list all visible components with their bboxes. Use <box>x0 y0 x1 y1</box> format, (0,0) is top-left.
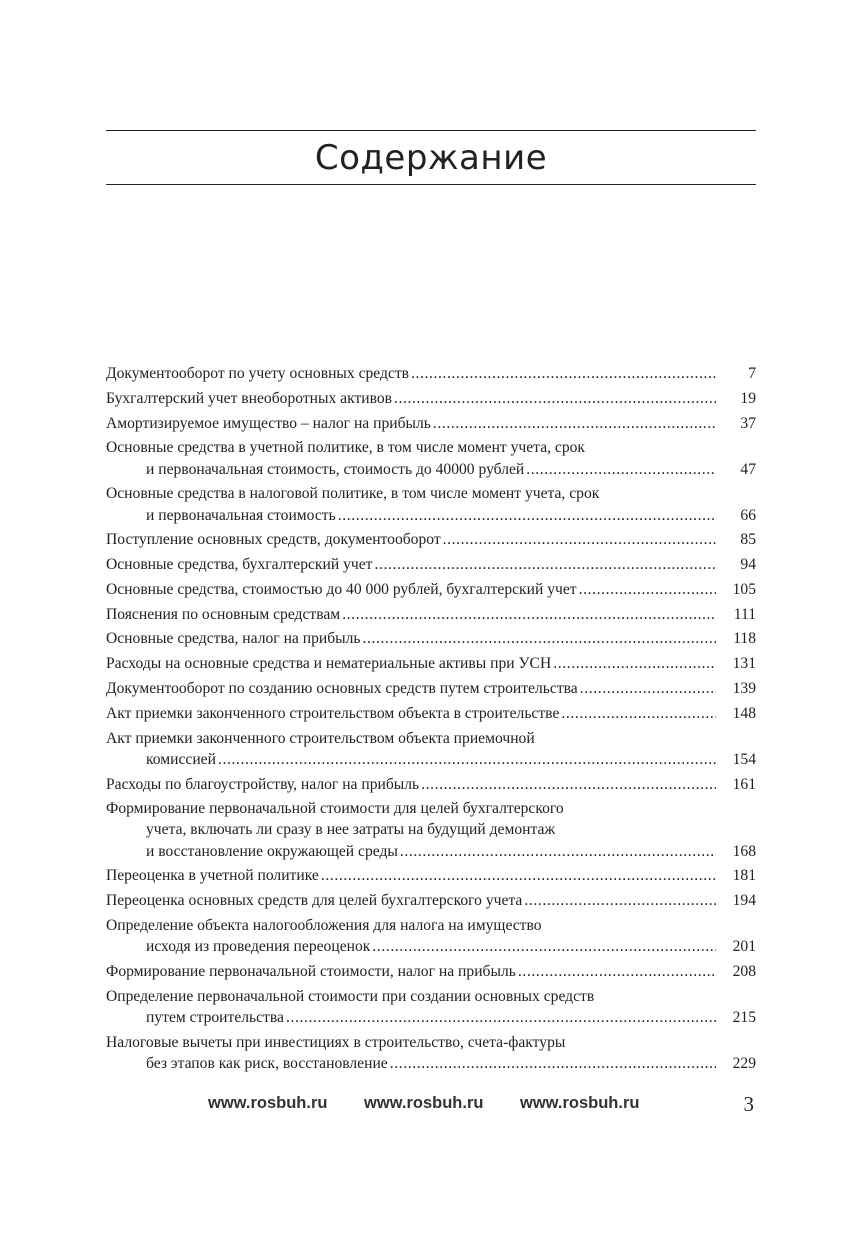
toc-entry-last-line <box>106 505 756 526</box>
toc-entry[interactable] <box>106 1032 756 1074</box>
toc-entry-last-line <box>106 1053 756 1074</box>
page-footer <box>106 1092 756 1118</box>
toc-entry-page-number: 94 <box>740 556 756 574</box>
toc-entry-title: Бухгалтерский учет внеоборотных активов <box>106 389 393 407</box>
toc-entry-last-line <box>106 604 756 625</box>
dot-leader <box>421 774 716 795</box>
toc-entry-page-number: 19 <box>740 389 756 407</box>
toc-entry[interactable] <box>106 554 756 575</box>
toc-entry-last-line <box>106 703 756 724</box>
toc-entry-title: и первоначальная стоимость, стоимость до 40000 рублей <box>146 460 525 478</box>
dot-leader <box>553 653 716 674</box>
toc-entry-title-line: Формирование первоначальной стоимости для целей бухгалтерского <box>106 800 564 818</box>
toc-entry-last-line <box>106 890 756 911</box>
toc-entry-page-number: 215 <box>732 1008 756 1026</box>
toc-entry-last-line <box>106 388 756 409</box>
toc-entry-title-line: Основные средства в налоговой политике, в том числе момент учета, срок <box>106 485 600 503</box>
toc-entry-title: Переоценка в учетной политике <box>106 867 319 885</box>
toc-entry-last-line <box>106 459 756 480</box>
toc-entry[interactable] <box>106 388 756 409</box>
dot-leader <box>411 363 716 384</box>
toc-entry[interactable] <box>106 483 756 525</box>
toc-entry-last-line <box>106 961 756 982</box>
dot-leader <box>390 1053 716 1074</box>
toc-entry[interactable] <box>106 703 756 724</box>
toc-entry[interactable] <box>106 363 756 384</box>
toc-entry-page-number: 161 <box>732 775 756 793</box>
page-number: 3 <box>743 1092 754 1116</box>
toc-entry-title: Основные средства, стоимостью до 40 000 рублей, бухгалтерский учет <box>106 580 577 598</box>
toc-entry-page-number: 139 <box>732 679 756 697</box>
toc-entry-last-line <box>106 774 756 795</box>
dot-leader <box>321 865 716 886</box>
toc-entry[interactable] <box>106 579 756 600</box>
dot-leader <box>443 529 716 550</box>
toc-entry-page-number: 7 <box>748 365 756 382</box>
toc-entry-page-number: 194 <box>732 892 756 910</box>
toc-entry[interactable] <box>106 890 756 911</box>
dot-leader <box>338 505 716 526</box>
toc-entry[interactable] <box>106 437 756 479</box>
toc-entry[interactable] <box>106 413 756 434</box>
toc-entry-last-line <box>106 1007 756 1028</box>
toc-entry-title: и восстановление окружающей среды <box>146 842 398 860</box>
toc-entry-last-line <box>106 579 756 600</box>
dot-leader <box>579 579 716 600</box>
page-title: Содержание <box>314 138 548 178</box>
toc-entry-page-number: 181 <box>732 867 756 885</box>
toc-entry-last-line <box>106 653 756 674</box>
toc-entry-title: без этапов как риск, восстановление <box>146 1054 388 1072</box>
toc-entry-page-number: 66 <box>740 506 756 524</box>
dot-leader <box>400 841 716 862</box>
toc-entry-page-number: 154 <box>732 750 756 768</box>
toc-entry-title: Формирование первоначальной стоимости, налог на прибыль <box>106 962 516 980</box>
toc-entry-title: Расходы на основные средства и нематериальные активы при УСН <box>106 655 552 673</box>
toc-entry-last-line <box>106 936 756 957</box>
toc-entry-title-line: Определение объекта налогообложения для налога на имущество <box>106 917 542 934</box>
toc-entry-title: Документооборот по учету основных средств <box>106 365 410 382</box>
dot-leader <box>286 1007 716 1028</box>
toc-entry-title: Расходы по благоустройству, налог на прибыль <box>106 775 420 793</box>
toc-entry-title: Пояснения по основным средствам <box>106 605 341 623</box>
title-top-rule <box>106 130 756 131</box>
toc-entry-title-line: Определение первоначальной стоимости при создании основных средств <box>106 987 595 1005</box>
toc-entry-title: Документооборот по созданию основных средств путем строительства <box>106 679 578 697</box>
dot-leader <box>218 749 716 770</box>
dot-leader <box>374 554 716 575</box>
toc-entry-title: Акт приемки законченного строительством объекта в строительстве <box>106 704 560 722</box>
toc-entry-last-line <box>106 554 756 575</box>
title-bottom-rule <box>106 184 756 185</box>
toc-entry-last-line <box>106 529 756 550</box>
toc-entry[interactable] <box>106 653 756 674</box>
toc-entry-title-line: учета, включать ли сразу в нее затраты на будущий демонтаж <box>146 821 556 839</box>
toc-entry-title: комиссией <box>146 750 216 768</box>
toc-entry-page-number: 131 <box>732 655 756 673</box>
toc-entry-page-number: 37 <box>740 414 756 432</box>
toc-entry-page-number: 208 <box>732 962 756 980</box>
table-of-contents <box>106 363 756 1078</box>
toc-entry[interactable] <box>106 678 756 699</box>
dot-leader <box>372 936 716 957</box>
dot-leader <box>561 703 716 724</box>
dot-leader <box>342 604 716 625</box>
toc-entry-title: Поступление основных средств, документооборот <box>106 531 441 549</box>
toc-entry-page-number: 118 <box>733 630 756 648</box>
toc-entry-last-line <box>106 678 756 699</box>
toc-entry-page-number: 105 <box>732 580 756 598</box>
dot-leader <box>433 413 716 434</box>
toc-entry-page-number: 47 <box>740 460 756 478</box>
dot-leader <box>580 678 716 699</box>
toc-entry[interactable] <box>106 986 756 1028</box>
toc-entry[interactable] <box>106 728 756 770</box>
toc-entry-title: исходя из проведения переоценок <box>146 938 371 956</box>
toc-entry-last-line <box>106 413 756 434</box>
toc-entry-title-line: Налоговые вычеты при инвестициях в строительство, счета-фактуры <box>106 1033 566 1051</box>
toc-entry-page-number: 229 <box>732 1054 756 1072</box>
dot-leader <box>526 459 716 480</box>
dot-leader <box>394 388 716 409</box>
toc-entry-title: Амортизируемое имущество – налог на прибыль <box>106 414 431 432</box>
toc-entry[interactable] <box>106 915 756 957</box>
toc-entry[interactable] <box>106 628 756 649</box>
dot-leader <box>518 961 716 982</box>
toc-entry-title: путем строительства <box>146 1008 284 1026</box>
toc-entry[interactable] <box>106 798 756 862</box>
toc-entry-title: и первоначальная стоимость <box>146 506 336 524</box>
footer-site-link[interactable]: www.rosbuh.ru <box>208 1094 328 1112</box>
toc-entry-page-number: 201 <box>732 938 756 956</box>
toc-entry[interactable] <box>106 529 756 550</box>
toc-entry-last-line <box>106 865 756 886</box>
toc-entry-title-line: Основные средства в учетной политике, в том числе момент учета, срок <box>106 439 585 457</box>
toc-entry-last-line <box>106 628 756 649</box>
toc-entry-title: Переоценка основных средств для целей бухгалтерского учета <box>106 892 523 910</box>
toc-entry-last-line <box>106 749 756 770</box>
dot-leader <box>363 628 716 649</box>
toc-entry[interactable] <box>106 774 756 795</box>
dot-leader <box>524 890 716 911</box>
toc-entry-title-line: Акт приемки законченного строительством объекта приемочной <box>106 729 535 747</box>
toc-entry[interactable] <box>106 961 756 982</box>
toc-entry-title: Основные средства, налог на прибыль <box>106 630 361 648</box>
toc-entry-page-number: 148 <box>732 704 756 722</box>
toc-entry-page-number: 85 <box>740 531 756 549</box>
toc-entry[interactable] <box>106 604 756 625</box>
toc-entry-page-number: 111 <box>733 605 756 623</box>
toc-entry-last-line <box>106 363 756 384</box>
toc-entry-page-number: 168 <box>732 842 756 860</box>
footer-site-link[interactable]: www.rosbuh.ru <box>364 1094 484 1112</box>
toc-entry-last-line <box>106 841 756 862</box>
toc-entry-title: Основные средства, бухгалтерский учет <box>106 556 373 574</box>
toc-entry[interactable] <box>106 865 756 886</box>
footer-site-link[interactable]: www.rosbuh.ru <box>520 1094 640 1112</box>
